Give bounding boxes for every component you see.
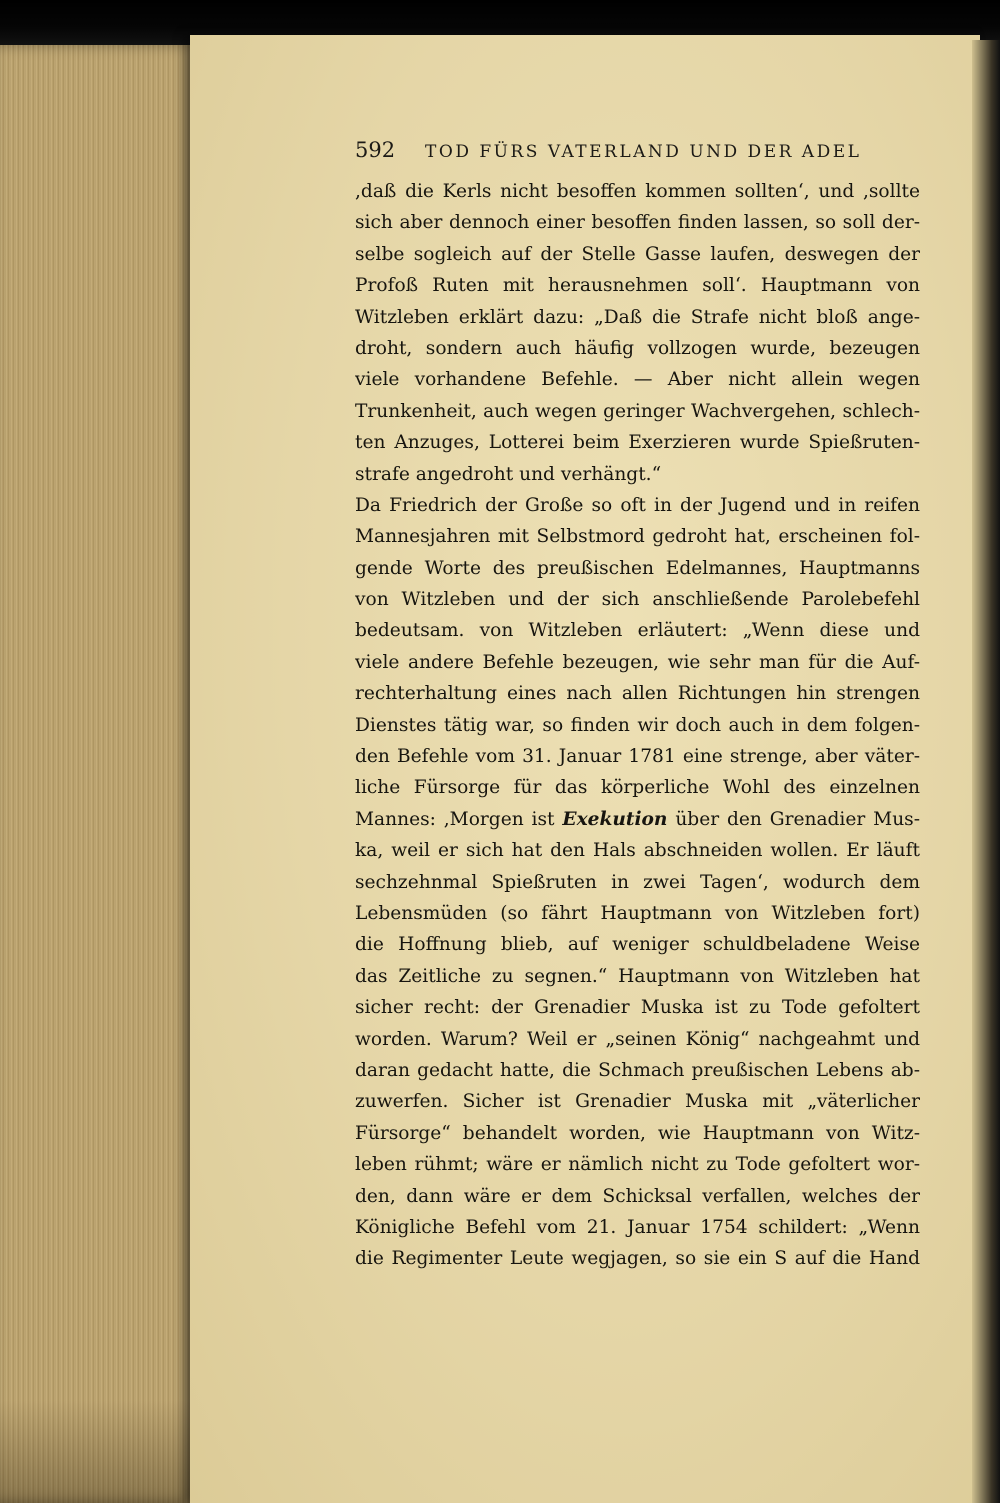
page-number: 592 bbox=[355, 138, 396, 162]
text-line: von Witzleben und der sich anschließende Parolebefehl bbox=[355, 589, 920, 611]
emphasized-word: Exekution bbox=[562, 808, 668, 830]
page-stack-shadow bbox=[0, 1400, 200, 1503]
text-line: Trunkenheit, auch wegen geringer Wachvergehen, schlech- bbox=[355, 400, 920, 422]
text-line: die Regimenter Leute wegjagen, so sie ein S auf die Hand bbox=[355, 1248, 920, 1270]
text-line: Witzleben erklärt dazu: „Daß die Strafe nicht bloß ange- bbox=[355, 306, 920, 328]
text-line: zuwerfen. Sicher ist Grenadier Muska mit „väterlicher bbox=[355, 1091, 920, 1113]
text-line: leben rühmt; wäre er nämlich nicht zu Tode gefoltert wor- bbox=[355, 1154, 920, 1176]
text-line bbox=[355, 804, 920, 835]
text-line: ka, weil er sich hat den Hals abschneiden wollen. Er läuft bbox=[355, 840, 920, 862]
page-right-edge bbox=[972, 40, 1000, 1503]
text-line: selbe sogleich auf der Stelle Gasse laufen, deswegen der bbox=[355, 243, 920, 265]
body-text bbox=[355, 176, 920, 1275]
text-line: sich aber dennoch einer besoffen finden lassen, so soll der- bbox=[355, 212, 920, 234]
text-line: den Befehle vom 31. Januar 1781 eine strenge, aber väter- bbox=[355, 746, 920, 768]
text-line: bedeutsam. von Witzleben erläutert: „Wenn diese und bbox=[355, 620, 920, 642]
text-line: Königliche Befehl vom 21. Januar 1754 schildert: „Wenn bbox=[355, 1216, 920, 1238]
text-line: Fürsorge“ behandelt worden, wie Hauptmann von Witz- bbox=[355, 1122, 920, 1144]
text-line: Lebensmüden (so fährt Hauptmann von Witzleben fort) bbox=[355, 902, 920, 924]
text-line: das Zeitliche zu segnen.“ Hauptmann von Witzleben hat bbox=[355, 965, 920, 987]
text-line: ,daß die Kerls nicht besoffen kommen sollten‘, und ,sollte bbox=[355, 181, 920, 202]
text-line: Mannesjahren mit Selbstmord gedroht hat, erscheinen fol- bbox=[355, 526, 920, 548]
page-stack-edge bbox=[0, 45, 200, 1503]
text-line: gende Worte des preußischen Edelmannes, Hauptmanns bbox=[355, 557, 920, 579]
text-line: sechzehnmal Spießruten in zwei Tagen‘, wodurch dem bbox=[355, 871, 920, 893]
text-line: viele andere Befehle bezeugen, wie sehr man für die Auf- bbox=[355, 651, 920, 673]
text-line: die Hoffnung blieb, auf weniger schuldbeladene Weise bbox=[355, 934, 920, 956]
text-segment: über den Grenadier Mus- bbox=[667, 808, 920, 830]
text-line: droht, sondern auch häufig vollzogen wurde, bezeugen bbox=[355, 337, 920, 359]
text-line: Da Friedrich der Große so oft in der Jugend und in reifen bbox=[355, 494, 920, 516]
text-line: den, dann wäre er dem Schicksal verfallen, welches der bbox=[355, 1185, 920, 1207]
running-head: TOD FÜRS VATERLAND UND DER ADEL bbox=[425, 142, 862, 162]
text-line: worden. Warum? Weil er „seinen König“ nachgeahmt und bbox=[355, 1028, 920, 1050]
page-header bbox=[355, 138, 915, 168]
text-segment: Mannes: ,Morgen ist bbox=[355, 808, 563, 830]
text-line: viele vorhandene Befehle. — Aber nicht allein wegen bbox=[355, 369, 920, 391]
text-line: sicher recht: der Grenadier Muska ist zu Tode gefoltert bbox=[355, 997, 920, 1019]
text-line: liche Fürsorge für das körperliche Wohl des einzelnen bbox=[355, 777, 920, 799]
text-line: Dienstes tätig war, so finden wir doch auch in dem folgen- bbox=[355, 714, 920, 736]
text-line: ten Anzuges, Lotterei beim Exerzieren wurde Spießruten- bbox=[355, 432, 920, 454]
text-line: Profoß Ruten mit herausnehmen soll‘. Hauptmann von bbox=[355, 275, 920, 297]
text-line: rechterhaltung eines nach allen Richtungen hin strengen bbox=[355, 683, 920, 705]
text-line: strafe angedroht und verhängt.“ bbox=[355, 463, 662, 485]
text-line: daran gedacht hatte, die Schmach preußischen Lebens ab- bbox=[355, 1059, 920, 1081]
